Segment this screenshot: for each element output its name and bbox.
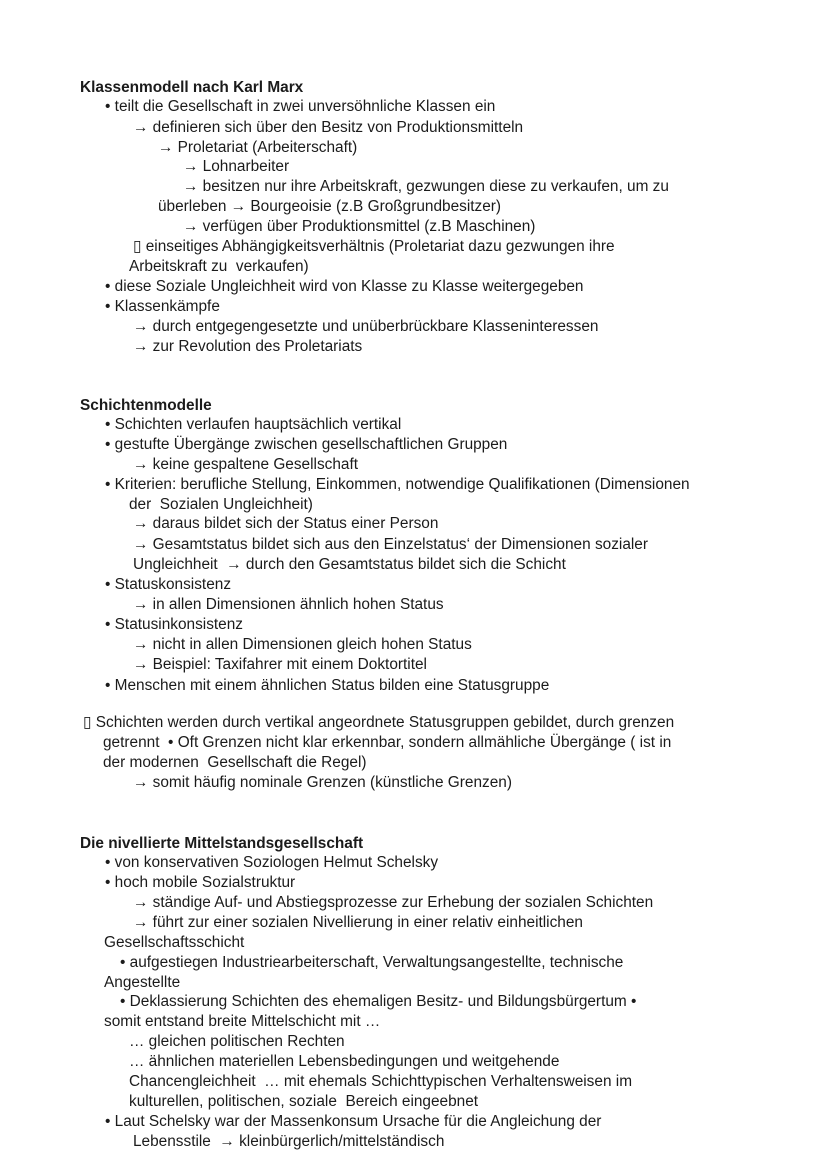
text-line: Lebensstile → kleinbürgerlich/mittelständisch [133,1133,445,1150]
text-line: • Kriterien: berufliche Stellung, Einkommen, notwendige Qualifikationen (Dimensionen [105,476,690,493]
section-heading: Die nivellierte Mittelstandsgesellschaft [80,835,364,852]
section-heading: Klassenmodell nach Karl Marx [80,79,304,96]
text-line: → Gesamtstatus bildet sich aus den Einzelstatus‘ der Dimensionen sozialer [133,536,648,553]
text-line: → zur Revolution des Proletariats [133,338,363,355]
text-line: → nicht in allen Dimensionen gleich hohen Status [133,636,472,653]
text-line: • Klassenkämpfe [105,298,220,315]
text-line: Arbeitskraft zu verkaufen) [129,258,309,275]
text-line: → definieren sich über den Besitz von Produktionsmitteln [133,119,524,136]
text-line: → daraus bildet sich der Status einer Person [133,515,439,532]
text-line: überleben → Bourgeoisie (z.B Großgrundbesitzer) [158,198,502,215]
section-heading: Schichtenmodelle [80,397,212,414]
text-line: → Proletariat (Arbeiterschaft) [158,139,358,156]
text-line: → Lohnarbeiter [183,158,290,175]
text-line: → keine gespaltene Gesellschaft [133,456,359,473]
text-line: ▯ einseitiges Abhängigkeitsverhältnis (Proletariat dazu gezwungen ihre [133,238,615,255]
text-line: • Deklassierung Schichten des ehemaligen Besitz- und Bildungsbürgertum • [120,993,637,1010]
text-line: kulturellen, politischen, soziale Bereich eingeebnet [129,1093,479,1110]
text-line: → ständige Auf- und Abstiegsprozesse zur Erhebung der sozialen Schichten [133,894,654,911]
text-line: der modernen Gesellschaft die Regel) [103,754,367,771]
text-line: … gleichen politischen Rechten [129,1033,345,1050]
text-line: • Laut Schelsky war der Massenkonsum Ursache für die Angleichung der [105,1113,602,1130]
text-line: ▯ Schichten werden durch vertikal angeordnete Statusgruppen gebildet, durch grenzen [83,714,675,731]
text-line: → in allen Dimensionen ähnlich hohen Status [133,596,444,613]
text-line: → führt zur einer sozialen Nivellierung in einer relativ einheitlichen [133,914,583,931]
text-line: • Schichten verlaufen hauptsächlich vertikal [105,416,402,433]
text-line: → Beispiel: Taxifahrer mit einem Doktortitel [133,656,427,673]
text-line: • von konservativen Soziologen Helmut Schelsky [105,854,439,871]
text-line: … ähnlichen materiellen Lebensbedingungen und weitgehende [129,1053,560,1070]
text-line: • teilt die Gesellschaft in zwei unversöhnliche Klassen ein [105,98,496,115]
text-line: getrennt • Oft Grenzen nicht klar erkennbar, sondern allmähliche Übergänge ( ist in [103,734,672,751]
text-line: • Statuskonsistenz [105,576,232,593]
text-line: • Menschen mit einem ähnlichen Status bilden eine Statusgruppe [105,677,550,694]
text-line: → besitzen nur ihre Arbeitskraft, gezwungen diese zu verkaufen, um zu [183,178,669,195]
text-line: → somit häufig nominale Grenzen (künstliche Grenzen) [133,774,512,791]
text-line: → verfügen über Produktionsmittel (z.B Maschinen) [183,218,536,235]
text-line: Ungleichheit → durch den Gesamtstatus bildet sich die Schicht [133,556,566,573]
text-line: der Sozialen Ungleichheit) [129,496,313,513]
text-line: Angestellte [104,974,181,991]
text-line: Chancengleichheit … mit ehemals Schichttypischen Verhaltensweisen im [129,1073,633,1090]
text-line: • hoch mobile Sozialstruktur [105,874,296,891]
text-line: • gestufte Übergänge zwischen gesellschaftlichen Gruppen [105,436,508,453]
text-line: Gesellschaftsschicht [104,934,245,951]
text-line: • diese Soziale Ungleichheit wird von Klasse zu Klasse weitergegeben [105,278,584,295]
text-line: • aufgestiegen Industriearbeiterschaft, Verwaltungsangestellte, technische [120,954,624,971]
text-line: somit entstand breite Mittelschicht mit … [104,1013,381,1030]
text-line: • Statusinkonsistenz [105,616,243,633]
text-line: → durch entgegengesetzte und unüberbrückbare Klasseninteressen [133,318,599,335]
